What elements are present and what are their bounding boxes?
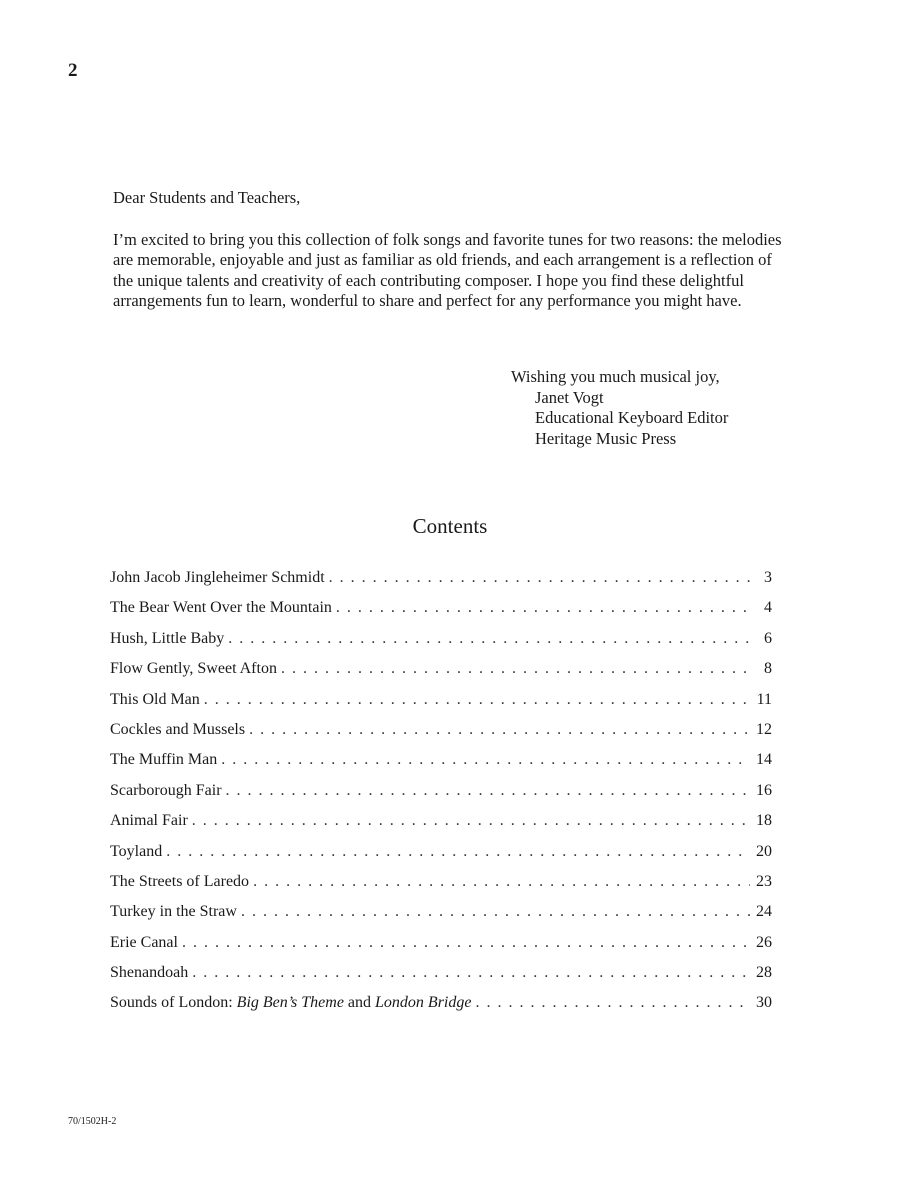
toc-entry-title-italic: Big Ben’s Theme — [236, 994, 344, 1012]
footer-catalog-code: 70/1502H-2 — [68, 1116, 117, 1127]
toc-entry — [110, 658, 772, 688]
toc-entry-title: John Jacob Jingleheimer Schmidt — [110, 567, 329, 589]
toc-entry-title-joiner: and — [343, 994, 376, 1012]
toc-leader-dots — [336, 597, 750, 619]
toc-entry-title — [110, 992, 475, 1014]
toc-entry-page: 20 — [756, 842, 772, 860]
toc-leader-dots — [192, 810, 750, 832]
signer-company: Heritage Music Press — [535, 428, 677, 448]
toc-entry — [110, 749, 772, 779]
toc-entry-page: 6 — [764, 629, 772, 647]
toc-leader-dots — [241, 901, 750, 923]
toc-leader-dots — [182, 932, 750, 954]
toc-entry — [110, 932, 772, 962]
toc-leader-dots — [228, 628, 750, 650]
toc-entry-page: 30 — [756, 994, 772, 1012]
toc-entry-page: 26 — [756, 933, 772, 951]
letter — [113, 188, 793, 312]
toc-leader-dots — [192, 962, 750, 984]
toc-leader-dots — [281, 658, 750, 680]
toc-entry-title: Cockles and Mussels — [110, 719, 249, 741]
toc-entry — [110, 567, 772, 597]
toc-leader-dots — [249, 719, 750, 741]
toc-entry-page: 28 — [756, 964, 772, 982]
letter-closing: Wishing you much musical joy, — [511, 367, 720, 386]
table-of-contents — [110, 567, 772, 1023]
toc-entry-title: Shenandoah — [110, 962, 192, 984]
toc-leader-dots — [226, 780, 750, 802]
toc-entry-page: 23 — [756, 872, 772, 890]
toc-entry-title: Animal Fair — [110, 810, 192, 832]
contents-heading: Contents — [412, 514, 488, 538]
toc-entry — [110, 871, 772, 901]
toc-entry — [110, 689, 772, 719]
toc-entry-page: 14 — [756, 751, 772, 769]
letter-signature — [511, 367, 728, 449]
toc-leader-dots — [204, 689, 750, 711]
toc-entry-title-prefix: Sounds of London: — [110, 994, 237, 1012]
toc-entry-title-italic: London Bridge — [375, 994, 472, 1012]
toc-entry — [110, 628, 772, 658]
toc-leader-dots — [166, 841, 750, 863]
toc-entry — [110, 780, 772, 810]
toc-leader-dots — [253, 871, 750, 893]
toc-entry — [110, 719, 772, 749]
toc-entry-page: 16 — [756, 781, 772, 799]
toc-entry-title: Toyland — [110, 841, 166, 863]
toc-entry-page: 18 — [756, 812, 772, 830]
toc-entry-title: The Bear Went Over the Mountain — [110, 597, 336, 619]
toc-entry-page: 11 — [756, 690, 772, 708]
toc-entry-title: Scarborough Fair — [110, 780, 226, 802]
letter-salutation: Dear Students and Teachers, — [113, 188, 301, 207]
letter-body: I’m excited to bring you this collection of folk songs and favorite tunes for two reasons: the melodies are memorable, enjoyable and just as familiar as old friends, and each arrangement is a reflection of the unique talents and creativity of each contributing composer. I hope you find these delightful arrangements fun to learn, wonderful to share and perfect for any performance you might have. — [113, 229, 782, 310]
toc-entry-title: This Old Man — [110, 689, 204, 711]
toc-entry-title: The Streets of Laredo — [110, 871, 253, 893]
toc-entry-title: The Muffin Man — [110, 749, 221, 771]
toc-entry-title: Erie Canal — [110, 932, 182, 954]
toc-entry — [110, 810, 772, 840]
toc-leader-dots — [329, 567, 750, 589]
signer-title: Educational Keyboard Editor — [535, 408, 729, 427]
toc-entry-page: 12 — [756, 720, 772, 738]
toc-entry-title: Hush, Little Baby — [110, 628, 228, 650]
toc-entry — [110, 962, 772, 992]
toc-entry-page: 4 — [764, 599, 772, 617]
signer-name: Janet Vogt — [535, 387, 604, 407]
toc-entry-title: Flow Gently, Sweet Afton — [110, 658, 281, 680]
toc-entry — [110, 597, 772, 627]
toc-entry-page: 3 — [764, 569, 772, 586]
toc-entry — [110, 901, 772, 931]
page-number: 2 — [68, 60, 78, 81]
toc-entry — [110, 841, 772, 871]
toc-entry-title: Turkey in the Straw — [110, 901, 241, 923]
toc-leader-dots — [475, 992, 750, 1014]
toc-entry-page: 24 — [756, 903, 772, 921]
toc-entry-page: 8 — [764, 660, 772, 678]
toc-entry — [110, 992, 772, 1022]
toc-leader-dots — [221, 749, 750, 771]
